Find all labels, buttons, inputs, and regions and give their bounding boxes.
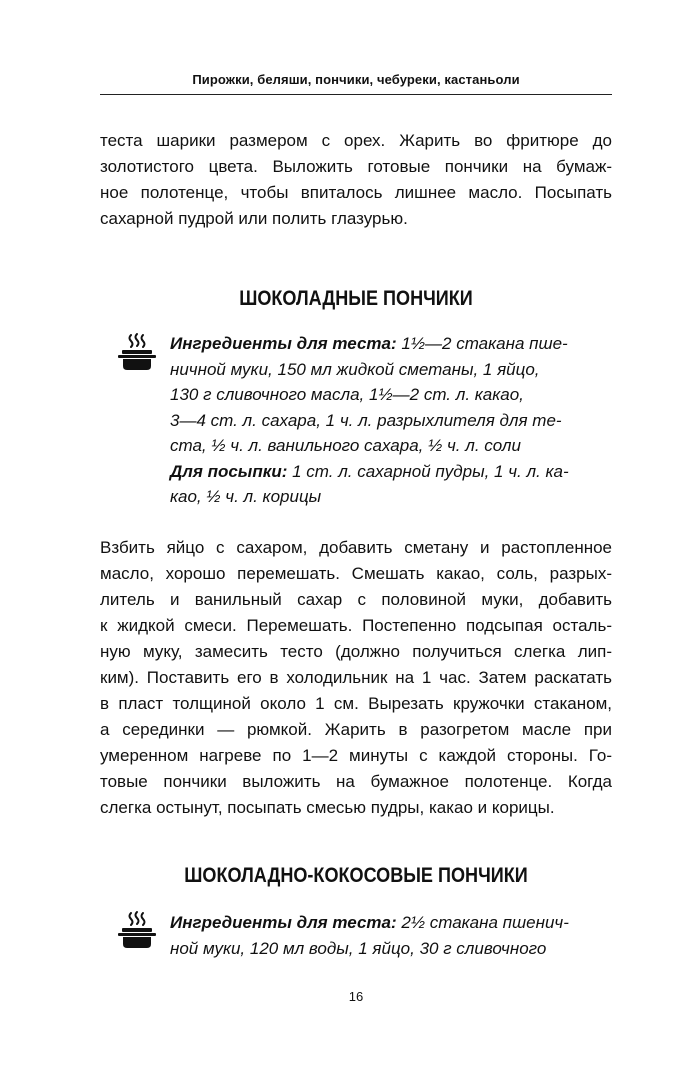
text-line: к жидкой смеси. Перемешать. Постепенно подсыпая осталь- bbox=[100, 616, 612, 635]
text-line: золотистого цвета. Выложить готовые пончики на бумаж- bbox=[100, 157, 612, 176]
ingredients-block bbox=[170, 910, 610, 961]
header-rule bbox=[100, 94, 612, 95]
cooking-pot-icon bbox=[117, 910, 157, 950]
text-line: ное полотенце, чтобы впиталось лишнее масло. Посыпать bbox=[100, 183, 612, 202]
topping-text: као, ½ ч. л. корицы bbox=[170, 487, 322, 506]
ingredients-text: 130 г сливочного масла, 1½—2 ст. л. какао, bbox=[170, 385, 524, 404]
text-line: в пласт толщиной около 1 см. Вырезать кружочки стаканом, bbox=[100, 694, 612, 713]
text-line: масло, хорошо перемешать. Смешать какао, соль, разрых- bbox=[100, 564, 612, 583]
ingredients-label: Ингредиенты для теста: bbox=[170, 334, 397, 353]
ingredients-text: ста, ½ ч. л. ванильного сахара, ½ ч. л. соли bbox=[170, 436, 521, 455]
running-header: Пирожки, беляши, пончики, чебуреки, кастаньоли bbox=[192, 72, 520, 87]
text-line: слегка остынут, посыпать смесью пудры, какао и корицы. bbox=[100, 798, 555, 817]
text-line: умеренном нагреве по 1—2 минуты с каждой стороны. Го- bbox=[100, 746, 612, 765]
ingredients-text: ничной муки, 150 мл жидкой сметаны, 1 яйцо, bbox=[170, 359, 540, 379]
text-line: товые пончики выложить на бумажное полотенце. Когда bbox=[100, 772, 612, 791]
text-line: ким). Поставить его в холодильник на 1 час. Затем раскатать bbox=[100, 668, 612, 687]
method-paragraph bbox=[100, 535, 612, 821]
ingredients-text: 1½—2 стакана пше- bbox=[396, 334, 568, 353]
ingredients-block bbox=[170, 331, 610, 510]
intro-paragraph bbox=[100, 128, 612, 232]
text-line: а серединки — рюмкой. Жарить в разогретом масле при bbox=[100, 720, 612, 739]
ingredients-text: ной муки, 120 мл воды, 1 яйцо, 30 г сливочного bbox=[170, 938, 547, 958]
ingredients-text: 2½ стакана пшенич- bbox=[396, 913, 569, 932]
text-line: теста шарики размером с орех. Жарить во фритюре до bbox=[100, 131, 612, 150]
recipe-title: ШОКОЛАДНО-КОКОСОВЫЕ ПОНЧИКИ bbox=[184, 864, 528, 887]
page-number: 16 bbox=[348, 989, 364, 1004]
text-line: сахарной пудрой или полить глазурью. bbox=[100, 209, 408, 228]
recipe-title: ШОКОЛАДНЫЕ ПОНЧИКИ bbox=[239, 287, 473, 310]
topping-text: 1 ст. л. сахарной пудры, 1 ч. л. ка- bbox=[287, 461, 569, 481]
ingredients-text: 3—4 ст. л. сахара, 1 ч. л. разрыхлителя для те- bbox=[170, 410, 562, 430]
text-line: Взбить яйцо с сахаром, добавить сметану и растопленное bbox=[100, 538, 612, 557]
ingredients-label: Ингредиенты для теста: bbox=[170, 913, 397, 932]
text-line: ную муку, замесить тесто (должно получиться слегка лип- bbox=[100, 642, 612, 661]
cooking-pot-icon bbox=[117, 332, 157, 372]
text-line: литель и ванильный сахар с половиной муки, добавить bbox=[100, 590, 612, 609]
topping-label: Для посыпки: bbox=[170, 461, 288, 481]
